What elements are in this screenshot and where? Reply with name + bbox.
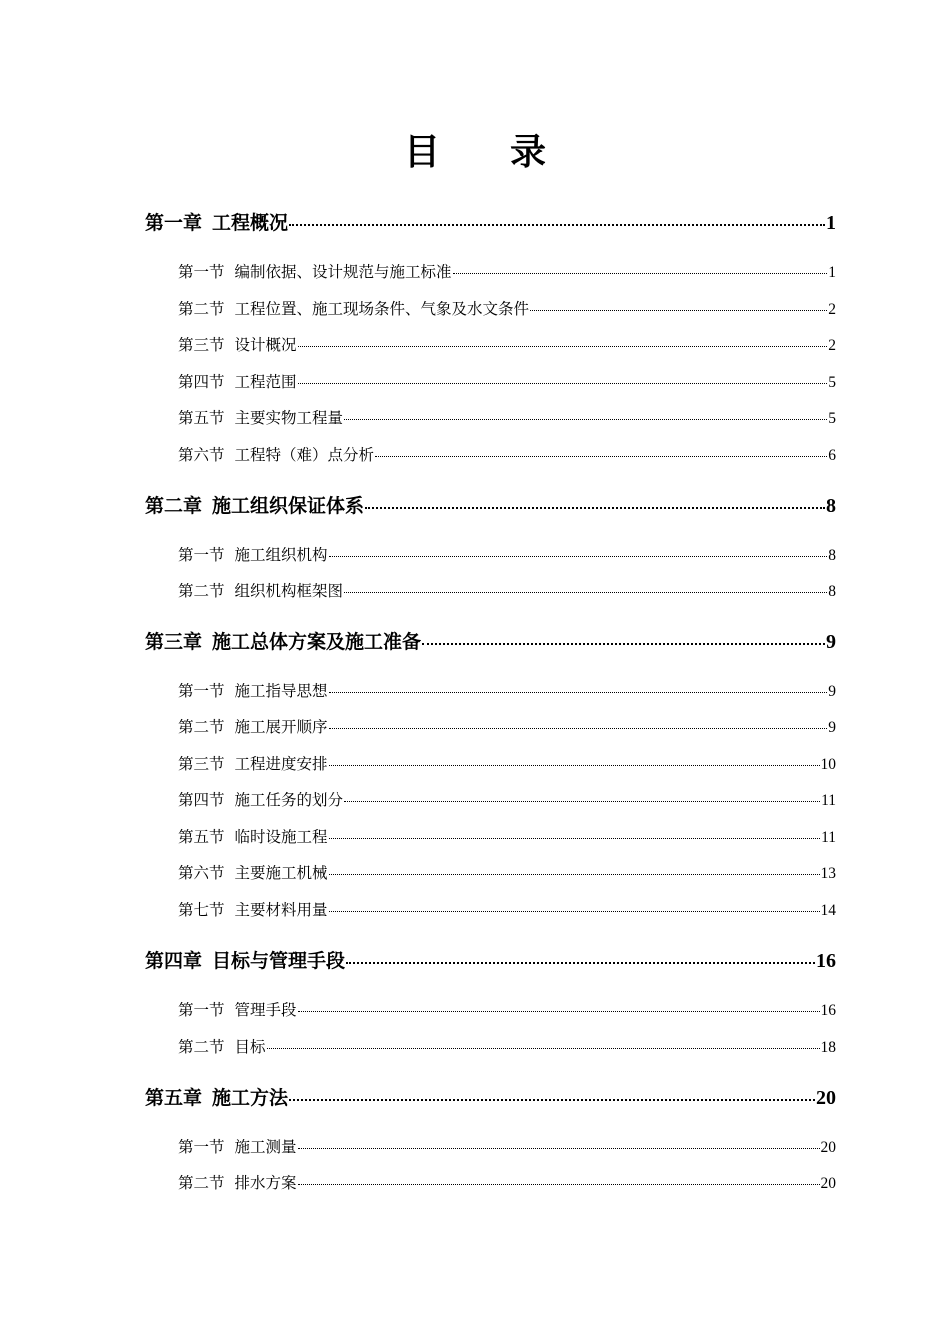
dot-leader	[530, 309, 827, 311]
toc-entry-page-number: 2	[828, 301, 836, 318]
toc-section-entry[interactable]	[178, 298, 836, 321]
toc-section-entry[interactable]	[178, 1136, 836, 1159]
toc-chapter-entry[interactable]	[145, 948, 836, 974]
toc-entry-number: 第三章	[145, 631, 203, 653]
dot-leader	[329, 837, 821, 839]
toc-entry-title: 工程范围	[234, 373, 297, 391]
dot-leader	[346, 961, 815, 964]
toc-entry-title: 施工总体方案及施工准备	[212, 631, 422, 653]
toc-entry-number: 第一章	[145, 212, 203, 234]
dot-leader	[422, 642, 825, 645]
toc-section-entry[interactable]	[178, 407, 836, 430]
toc-entry-page-number: 8	[828, 583, 836, 600]
toc-entry-number: 第三节	[178, 336, 225, 354]
toc-entry-title: 组织机构框架图	[234, 582, 344, 600]
dot-leader	[298, 1010, 820, 1012]
toc-entry-title: 施工测量	[234, 1138, 297, 1156]
toc-entry-page-number: 8	[828, 547, 836, 564]
dot-leader	[344, 800, 820, 802]
dot-leader	[289, 1098, 815, 1101]
toc-entry-title: 工程概况	[212, 212, 289, 234]
toc-entry-number: 第一节	[178, 682, 225, 700]
toc-entry-number: 第六节	[178, 864, 225, 882]
toc-entry-number: 第四节	[178, 373, 225, 391]
dot-leader	[298, 1147, 820, 1149]
toc-chapter-entry[interactable]	[145, 210, 836, 236]
toc-entry-title: 编制依据、设计规范与施工标准	[234, 263, 452, 281]
dot-leader	[329, 727, 828, 729]
toc-entry-page-number: 20	[816, 1087, 836, 1109]
toc-section-entry[interactable]	[178, 680, 836, 703]
toc-section-entry[interactable]	[178, 899, 836, 922]
toc-entry-number: 第一节	[178, 546, 225, 564]
dot-leader	[289, 223, 825, 226]
toc-entry-page-number: 5	[828, 374, 836, 391]
toc-entry-page-number: 5	[828, 410, 836, 427]
toc-entry-page-number: 18	[820, 1039, 836, 1056]
toc-entry-page-number: 11	[821, 829, 836, 846]
toc-entry-page-number: 16	[816, 950, 836, 972]
toc-entry-page-number: 11	[821, 792, 836, 809]
toc-section-entry[interactable]	[178, 444, 836, 467]
toc-entry-title: 施工方法	[212, 1087, 289, 1109]
dot-leader	[375, 455, 827, 457]
toc-entry-title: 施工组织机构	[234, 546, 328, 564]
dot-leader	[298, 345, 828, 347]
toc-entry-title: 设计概况	[234, 336, 297, 354]
toc-section-entry[interactable]	[178, 999, 836, 1022]
toc-entry-page-number: 9	[826, 631, 836, 653]
toc-entry-title: 主要施工机械	[234, 864, 328, 882]
dot-leader	[453, 272, 828, 274]
toc-chapter-entry[interactable]	[145, 629, 836, 655]
toc-entry-page-number: 9	[828, 719, 836, 736]
toc-section-entry[interactable]	[178, 544, 836, 567]
toc-section-entry[interactable]	[178, 334, 836, 357]
toc-entry-number: 第五章	[145, 1087, 203, 1109]
dot-leader	[329, 764, 820, 766]
toc-entry-title: 施工展开顺序	[234, 718, 328, 736]
toc-section-entry[interactable]	[178, 1172, 836, 1195]
toc-section-entry[interactable]	[178, 753, 836, 776]
toc-entry-title: 工程进度安排	[234, 755, 328, 773]
dot-leader	[365, 506, 825, 509]
toc-entry-page-number: 16	[820, 1002, 836, 1019]
toc-entry-page-number: 1	[826, 212, 836, 234]
toc-entry-title: 工程位置、施工现场条件、气象及水文条件	[234, 300, 530, 318]
dot-leader	[329, 910, 820, 912]
toc-entry-number: 第二章	[145, 495, 203, 517]
toc-section-entry[interactable]	[178, 826, 836, 849]
toc-section-entry[interactable]	[178, 261, 836, 284]
toc-entry-title: 施工指导思想	[234, 682, 328, 700]
toc-section-entry[interactable]	[178, 580, 836, 603]
toc-entry-number: 第二节	[178, 718, 225, 736]
toc-entry-page-number: 1	[828, 264, 836, 281]
toc-entry-page-number: 20	[820, 1175, 836, 1192]
toc-section-entry[interactable]	[178, 716, 836, 739]
toc-entry-number: 第三节	[178, 755, 225, 773]
toc-section-entry[interactable]	[178, 1036, 836, 1059]
toc-entry-page-number: 9	[828, 683, 836, 700]
page-title-first-char: 目	[403, 132, 440, 173]
page-title-second-char: 录	[510, 132, 547, 173]
toc-entry-page-number: 20	[820, 1139, 836, 1156]
toc-entry-page-number: 10	[820, 756, 836, 773]
toc-entry-title: 施工任务的划分	[234, 791, 344, 809]
toc-entry-number: 第四节	[178, 791, 225, 809]
toc-entry-number: 第二节	[178, 1174, 225, 1192]
toc-entry-title: 目标	[234, 1038, 266, 1056]
toc-entry-number: 第四章	[145, 950, 203, 972]
toc-entry-page-number: 13	[820, 865, 836, 882]
toc-entry-title: 临时设施工程	[234, 828, 328, 846]
toc-entry-number: 第一节	[178, 1138, 225, 1156]
toc-entry-title: 施工组织保证体系	[212, 495, 365, 517]
dot-leader	[298, 382, 828, 384]
toc-entry-number: 第二节	[178, 582, 225, 600]
dot-leader	[344, 418, 827, 420]
toc-entry-number: 第一节	[178, 263, 225, 281]
toc-entry-page-number: 2	[828, 337, 836, 354]
toc-entry-page-number: 14	[820, 902, 836, 919]
toc-section-entry[interactable]	[178, 371, 836, 394]
dot-leader	[298, 1183, 820, 1185]
toc-section-entry[interactable]	[178, 862, 836, 885]
toc-entry-page-number: 6	[828, 447, 836, 464]
toc-entry-number: 第五节	[178, 828, 225, 846]
toc-entry-number: 第一节	[178, 1001, 225, 1019]
toc-entry-page-number: 8	[826, 495, 836, 517]
dot-leader	[329, 691, 828, 693]
toc-entry-number: 第二节	[178, 300, 225, 318]
toc-entry-number: 第七节	[178, 901, 225, 919]
toc-section-entry[interactable]	[178, 789, 836, 812]
toc-entry-title: 主要材料用量	[234, 901, 328, 919]
toc-entry-title: 排水方案	[234, 1174, 297, 1192]
toc-chapter-entry[interactable]	[145, 1085, 836, 1111]
dot-leader	[344, 591, 827, 593]
toc-entry-title: 主要实物工程量	[234, 409, 344, 427]
toc-entry-number: 第六节	[178, 446, 225, 464]
dot-leader	[329, 555, 828, 557]
dot-leader	[267, 1047, 820, 1049]
toc-entry-title: 工程特（难）点分析	[234, 446, 375, 464]
toc-entry-title: 管理手段	[234, 1001, 297, 1019]
toc-chapter-entry[interactable]	[145, 493, 836, 519]
dot-leader	[329, 873, 820, 875]
toc-entry-number: 第五节	[178, 409, 225, 427]
toc-entry-title: 目标与管理手段	[212, 950, 346, 972]
toc-entry-number: 第二节	[178, 1038, 225, 1056]
